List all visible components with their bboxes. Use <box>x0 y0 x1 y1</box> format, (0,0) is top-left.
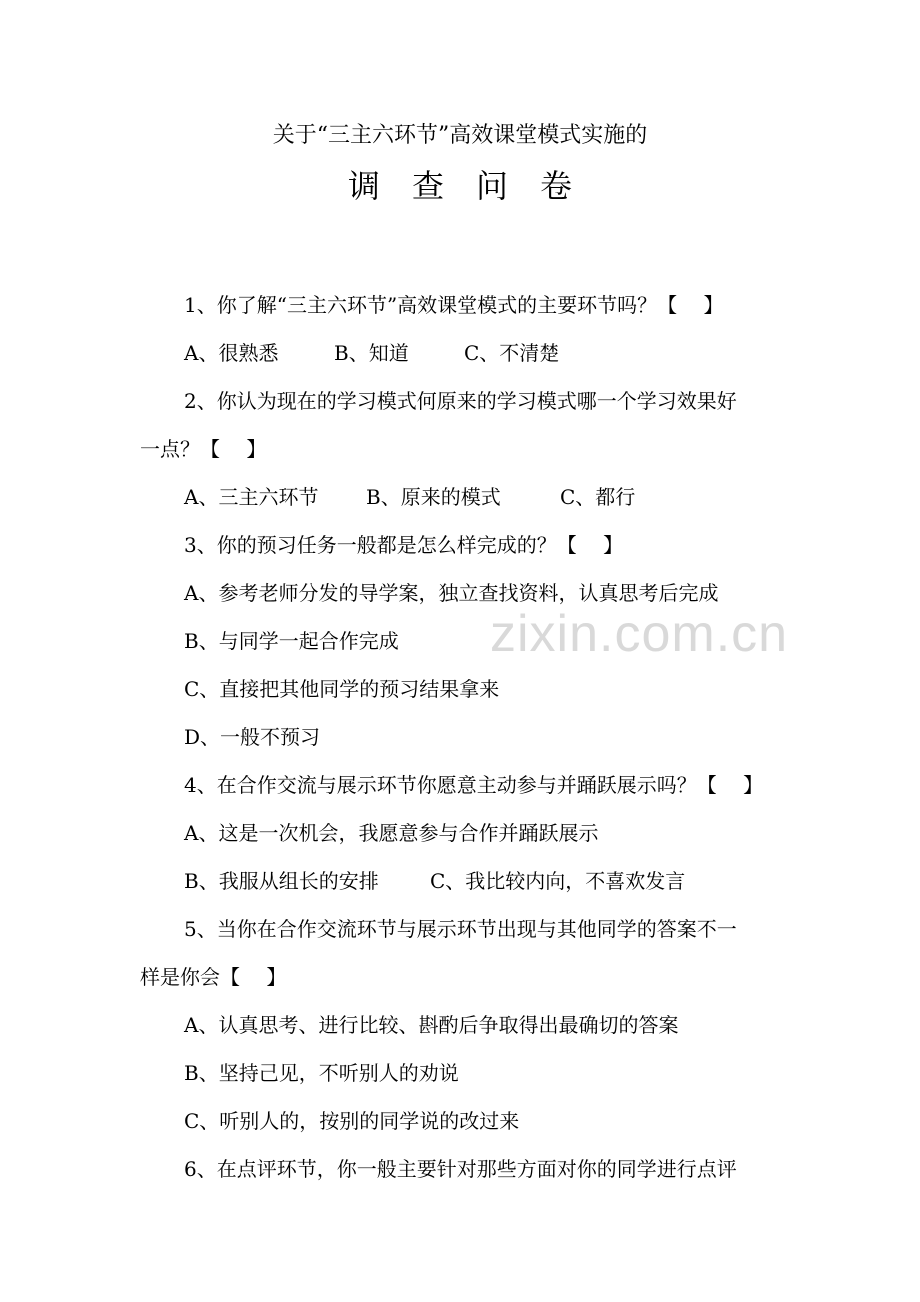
q3-option-c: C、直接把其他同学的预习结果拿来 <box>184 677 500 701</box>
watermark-text: zixin.com.cn <box>490 605 789 663</box>
question-4-options-row <box>184 866 685 896</box>
question-2-text-line2: 一点？【 】 <box>140 437 267 461</box>
q2-option-a: A、三主六环节 <box>184 485 319 509</box>
question-5-text-line2: 样是你会【 】 <box>140 965 287 989</box>
question-6-text-line1: 6、在点评环节，你一般主要针对那些方面对你的同学进行点评 <box>184 1157 737 1181</box>
q2-option-c: C、都行 <box>560 485 636 509</box>
question-5-text-line1: 5、当你在合作交流环节与展示环节出现与其他同学的答案不一 <box>184 917 737 941</box>
document-title: 关于“三主六环节”高效课堂模式实施的 <box>272 123 648 148</box>
q5-option-b: B、坚持己见，不听别人的劝说 <box>184 1061 459 1085</box>
q4-option-a: A、这是一次机会，我愿意参与合作并踊跃展示 <box>184 821 599 845</box>
question-1-options <box>184 338 559 368</box>
q2-option-b: B、原来的模式 <box>366 485 501 509</box>
q3-option-b: B、与同学一起合作完成 <box>184 629 399 653</box>
q5-option-a: A、认真思考、进行比较、斟酌后争取得出最确切的答案 <box>184 1013 679 1037</box>
q1-option-b: B、知道 <box>334 341 409 365</box>
question-3-text: 3、你的预习任务一般都是怎么样完成的？【 】 <box>184 533 624 557</box>
q3-option-a: A、参考老师分发的导学案，独立查找资料，认真思考后完成 <box>184 581 719 605</box>
q5-option-c: C、听别人的，按别的同学说的改过来 <box>184 1109 520 1133</box>
question-2-text-line1: 2、你认为现在的学习模式何原来的学习模式哪一个学习效果好 <box>184 389 737 413</box>
q3-option-d: D、一般不预习 <box>184 725 321 749</box>
q1-option-c: C、不清楚 <box>464 341 560 365</box>
q4-option-c: C、我比较内向，不喜欢发言 <box>430 869 686 893</box>
question-4-text: 4、在合作交流与展示环节你愿意主动参与并踊跃展示吗？【 】 <box>184 773 764 797</box>
question-2-options <box>184 482 635 512</box>
question-1-text: 1、你了解“三主六环节”高效课堂模式的主要环节吗？【 】 <box>184 293 724 317</box>
q4-option-b: B、我服从组长的安排 <box>184 869 379 893</box>
q1-option-a: A、很熟悉 <box>184 341 279 365</box>
document-subtitle: 调查问卷 <box>347 167 604 205</box>
